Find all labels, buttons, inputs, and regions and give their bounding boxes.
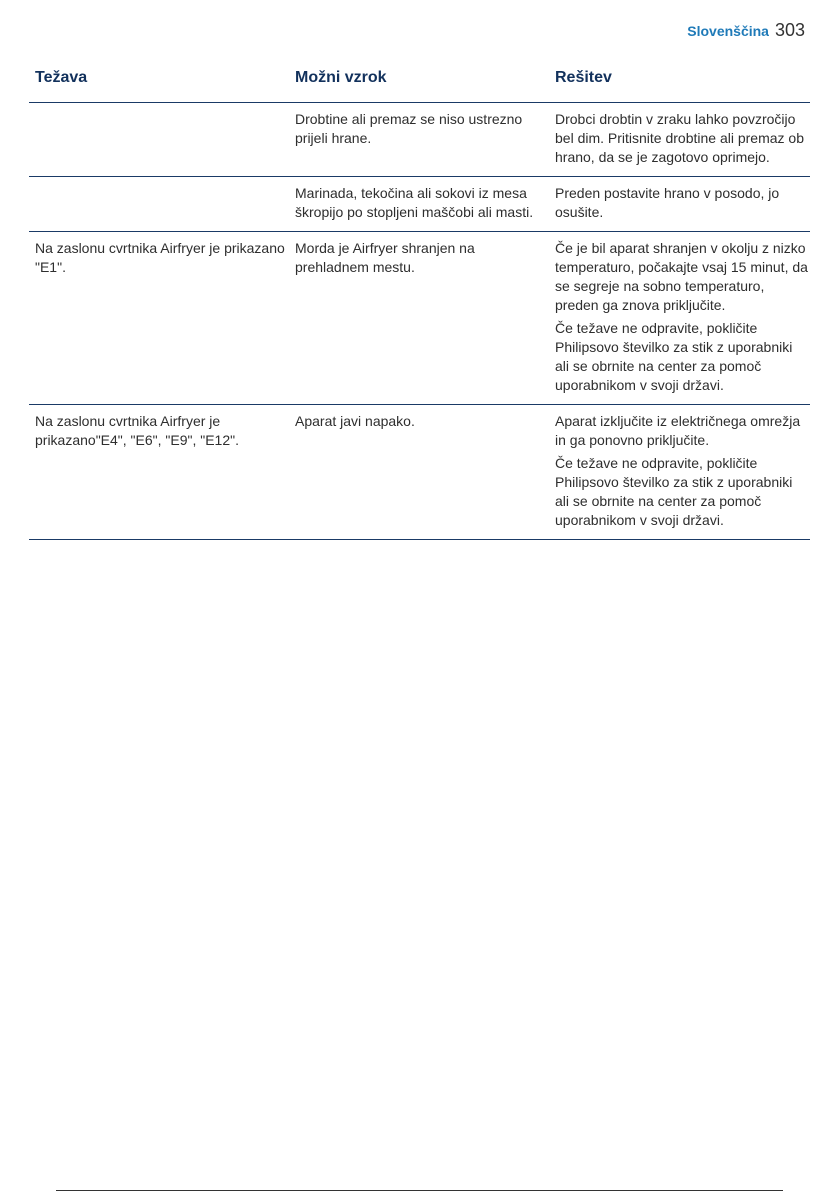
- page-header: [687, 20, 805, 41]
- solution-cell: [550, 110, 810, 167]
- column-header-problem: Težava: [35, 69, 88, 86]
- troubleshooting-table: [29, 66, 810, 540]
- solution-paragraph: Preden postavite hrano v posodo, jo osušite.: [555, 185, 780, 220]
- page-number: 303: [774, 20, 805, 40]
- column-header-cause: Možni vzrok: [295, 69, 387, 86]
- solution-cell: [550, 412, 810, 530]
- column-header-solution: Rešitev: [555, 69, 612, 86]
- problem-cell: Na zaslonu cvrtnika Airfryer je prikazano"E4", "E6", "E9", "E12".: [35, 413, 239, 448]
- cause-cell: Marinada, tekočina ali sokovi iz mesa škropijo po stopljeni maščobi ali masti.: [295, 185, 534, 220]
- cause-cell: Morda je Airfryer shranjen na prehladnem mestu.: [295, 240, 475, 275]
- table-row: [29, 405, 810, 540]
- solution-cell: [550, 239, 810, 395]
- table-row: [29, 103, 810, 177]
- solution-paragraph: Drobci drobtin v zraku lahko povzročijo bel dim. Pritisnite drobtine ali premaz ob hrano, da se je zagotovo oprimejo.: [555, 111, 805, 165]
- language-label: Slovenščina: [687, 23, 769, 39]
- problem-cell: [29, 110, 290, 167]
- problem-cell: [29, 184, 290, 222]
- cause-cell: Drobtine ali premaz se niso ustrezno prijeli hrane.: [295, 111, 523, 146]
- table-row: [29, 232, 810, 405]
- cause-cell: Aparat javi napako.: [295, 413, 415, 429]
- problem-cell: Na zaslonu cvrtnika Airfryer je prikazano "E1".: [35, 240, 285, 275]
- table-header: [29, 66, 810, 103]
- solution-paragraph: Če težave ne odpravite, pokličite Philipsovo številko za stik z uporabniki ali se obrnite na center za pomoč uporabnikom v svoji državi.: [555, 455, 793, 528]
- table-row: [29, 177, 810, 232]
- solution-paragraph: Če težave ne odpravite, pokličite Philipsovo številko za stik z uporabniki ali se obrnite na center za pomoč uporabnikom v svoji državi.: [555, 320, 793, 393]
- solution-cell: [550, 184, 810, 222]
- solution-paragraph: Če je bil aparat shranjen v okolju z nizko temperaturo, počakajte vsaj 15 minut, da se segreje na sobno temperaturo, preden ga znova priključite.: [555, 240, 808, 313]
- solution-paragraph: Aparat izključite iz električnega omrežja in ga ponovno priključite.: [555, 413, 801, 448]
